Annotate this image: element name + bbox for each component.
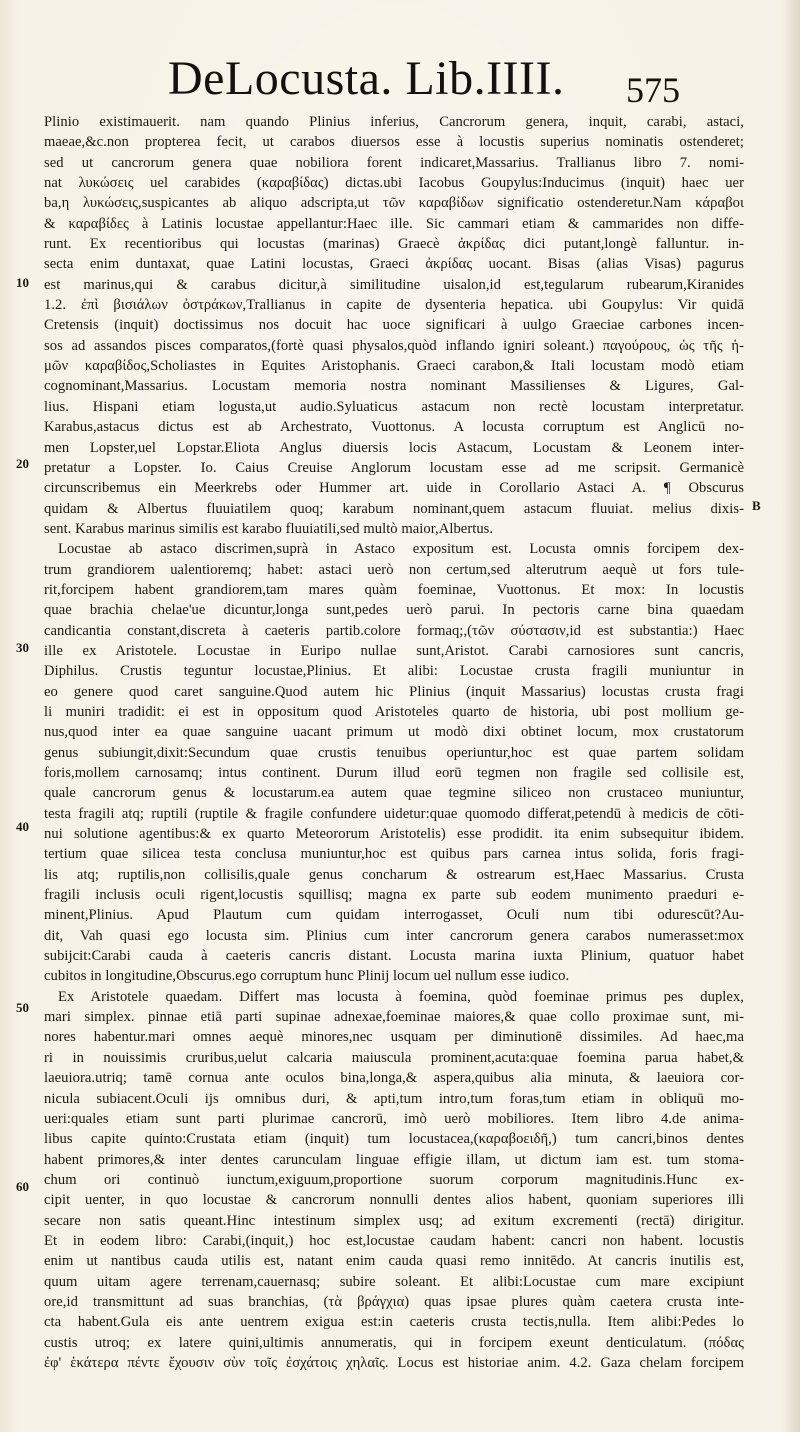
text-line: Ex Aristotele quaedam. Differt mas locusta à foemina, quòd foeminae primus pes duplex, (58, 988, 744, 1005)
text-line: lis atq; ruptilis,non collisilis,quale genus concharum & ostrearum est,Haec Massarius. Crusta (44, 866, 744, 883)
page-edge-shadow (782, 0, 800, 1432)
text-line: Et in eodem libro: Carabi,(inquit,) hoc est,locustae caudam habent: cancri non habent. locustis (44, 1232, 744, 1249)
text-line: ba,η λυκώσεις,suspicantes ab aliquo adscripta,ut τῶν καραβίδων significatio ostenderetur.Nam κάραβοι (44, 195, 744, 212)
text-line: μῶν καραβίδος,Scholiastes in Equites Aristophanis. Graeci carabon,& Itali locustam modò etiam (44, 358, 744, 375)
text-line: Diphilus. Crustis teguntur locustae,Plinius. Et alibi: Locustae crusta fragili muniuntur in (44, 663, 744, 680)
text-line: nui solutione agentibus:& ex quarto Meteororum Aristotelis) esse prodidit. ita enim subsequitur ibidem. (44, 826, 744, 843)
text-line: quae brachia chelae'ue dicuntur,longa sunt,pedes uerò parui. In pectoris carne bina quaedam (44, 602, 744, 619)
text-line: fragili inclusis oculi rigent,locustis squillisq; magna ex parte sub eodem munimento praeduri e- (44, 887, 744, 904)
text-line: sent. Karabus marinus similis est karabo fluuiatili,sed multò maior,Albertus. (44, 520, 494, 537)
margin-line-number: 50 (16, 1000, 29, 1015)
text-line: cognominant,Massarius. Locustam memoria nostra nominant Massilienses & Ligures, Gal- (44, 378, 744, 395)
text-line: nores habentur.mari omnes aequè minores,nec usquam per diminutionē dissimiles. Ad haec,ma (44, 1029, 744, 1046)
page-number: 575 (626, 70, 680, 110)
text-line: candicantia constant,discreta à caeteris partib.colore formaq;,(τῶν σύστασιν,id est substantia:) Haec (44, 622, 744, 639)
text-line: quidam & Albertus fluuiatilem quoq; karabum nominant,quem astacum fluuiat. melius dixis- (44, 500, 744, 517)
text-line: mari simplex. pinnae etiā parti supinae adnexae,foeminae maiores,& quae collo proximae sunt, mi- (44, 1009, 744, 1026)
text-line: est marinus,qui & carabus dicitur,à similitudine uisalon,id est,tegularum rubearum,Kiranides (44, 276, 744, 293)
text-line: rit,forcipem habent grandiorem,tam mares quàm foeminae, Vuottonus. Et mox: In locustis (44, 581, 744, 598)
text-line: dit, Vah quasi ego locusta sim. Plinius cum inter cancrorum genera carabos numerasset:mox (44, 927, 744, 944)
text-line: Karabus,astacus dictus est ab Archestrato, Vuottonus. A locusta corruptum est Anglicū no- (44, 419, 744, 436)
text-line: nicula subiacent.Oculi ijs omnibus duri, & apti,tum intro,tum foras,tum etiam in obliquū mo- (44, 1090, 744, 1107)
text-line: habent primores,& inter dentes carunculam linguae effigie illam, ut dictum iam est. tum stoma- (44, 1151, 744, 1168)
text-line: cta habent.Gula eis ante uentrem exigua est:in caeteris crusta tectis,nulla. Item alibi:Pedes lo (44, 1314, 744, 1331)
text-line: maeae,&c.non propterea fecit, ut carabos diuersos esse à locustis superius nominatis ostenderet; (44, 134, 744, 151)
text-line: sos ad assandos pisces comparatos,(fortè quasi physalos,quòd inflando igniri soleant.) παγούρους, ὡς τῆς ἡ- (44, 337, 744, 354)
text-line: 1.2. ἐπὶ βισιάλων ὀστράκων,Trallianus in capite de dysenteria hepatica. ubi Goupylus: Vir quidā (44, 297, 744, 314)
text-line: nat λυκώσεις uel carabides (καραβίδας) dictas.ubi Iacobus Goupylus:Inducimus (inquit) haec uer (44, 175, 744, 192)
text-line: testa fragili atq; ruptili (ruptile & fragile confundere uidetur:quae quomodo differat,petendū à medicis de cōti- (44, 805, 744, 822)
margin-line-number: 30 (16, 640, 29, 655)
running-title: DeLocusta. Lib.IIII. (168, 52, 565, 105)
text-line: enim ut nantibus cauda utilis est, natant enim cauda quasi remo innitēdo. At cancris inutilis est, (44, 1253, 744, 1270)
text-line: runt. Ex recentioribus qui locustas (marinas) Graecè ἀκρίδας dici putant,longè falluntur. in- (44, 236, 744, 253)
text-line: pretatur a Lopster. Io. Caius Creuise Anglorum locustam esse ad me scripsit. Germanicè (44, 459, 744, 476)
text-line: eo genere quod caret sanguine.Quod autem hic Plinius (inquit Massarius) locustas crusta fragi (44, 683, 744, 700)
text-line: laeuiora.utriq; tamē cornua ante oculos bina,longa,& aspera,quibus alia minuta, & laeuiora cor- (44, 1070, 744, 1087)
text-line: ἐφ' ἑκάτερα πέντε ἔχουσιν σὺν τοῖς ἐσχάτοις χηλαῖς. Locus est historiae anim. 4.2. Gaza chelam forcipem (44, 1354, 744, 1371)
margin-section-letter: B (752, 498, 761, 513)
text-line: quale cancrorum genus & locustarum.ea autem quae tegmine siliceo non crustaceo muniuntur, (44, 785, 744, 802)
text-line: cipit uenter, in quo locustae & cancrorum nonnulli dentes alios habent, quoniam superiores illi (44, 1192, 744, 1209)
text-line: ueri:quales etiam sunt parti plurimae cancrorū, imò uerò mobiliores. Item libro 4.de anima- (44, 1110, 744, 1127)
margin-line-number: 10 (16, 275, 29, 290)
text-line: tertium quae silicea testa conclusa muniuntur,hoc est quibus pars carnea intus solida, foris fragi- (44, 846, 744, 863)
text-line: genus subiungit,dixit:Secundum quae crustis tenuibus operiuntur,hoc est quae partem solidam (44, 744, 744, 761)
text-line: secta enim duntaxat, quae Latini locustas, Graeci ἀκρίδας uocant. Bisas (alias Visas) pagurus (44, 256, 744, 273)
text-line: foris,mollem carnosamq; intus continent. Durum illud eorū tegmen non fragile sed collisile est, (44, 765, 744, 781)
margin-line-number: 60 (16, 1179, 29, 1194)
text-line: ille ex Aristotele. Locustae in Euripo nullae sunt,Aristot. Carabi carnosiores sunt cancris, (44, 642, 744, 659)
text-line: quum uitam agere terrenam,cauernasq; subire soleant. Et alibi:Locustae cum mare excipiunt (44, 1273, 744, 1290)
text-line: Plinio existimauerit. nam quando Plinius inferius, Cancrorum genera, inquit, carabi, astaci, (44, 114, 744, 130)
margin-line-number: 20 (16, 456, 29, 471)
body-text (44, 112, 744, 1373)
text-line: circunscribemus ein Meerkrebs oder Hummer art. uide in Corollario Astaci A. ¶ Obscurus (44, 480, 744, 497)
text-line: Locustae ab astaco discrimen,suprà in Astaco expositum est. Locusta omnis forcipem dex- (58, 541, 744, 558)
text-line: lius. Hispani etiam logusta,ut audio.Syluaticus astacum non rectè locustam interpretatur. (44, 398, 744, 415)
text-line: custis utroq; ex latere quini,ultimis annumeratis, qui in forcipem exeunt denticulatum. (πόδας (44, 1334, 744, 1351)
text-line: sed ut cancrorum genera quae nobiliora forent indicaret,Massarius. Trallianus libro 7. nomi- (44, 154, 744, 171)
text-line: libus capite quinto:Crustata etiam (inquit) tum locustacea,(καραβοειδῆ,) tum cancri,binos dentes (44, 1131, 744, 1148)
text-line: cubitos in longitudine,Obscurus.ego corruptum hunc Plinij locum uel nullum esse iudico. (44, 968, 570, 985)
text-line: subijcit:Carabi cauda à caeteris cancris distant. Locusta marina iuxta Plinium, quatuor habet (44, 948, 744, 965)
text-line: & καραβίδες à Latinis locustae appellantur:Haec ille. Sic cammari etiam & cammarides non diffe- (44, 215, 744, 232)
text-line: minent,Plinius. Apud Plautum cum quidam interrogasset, Oculi num tibi odurescūt?Au- (44, 907, 744, 924)
text-line: Cretensis (inquit) doctissimus nos docuit hac uoce significari à uulgo Graeciae carbones incen- (44, 317, 744, 334)
text-line: ore,id transmittunt ad suas branchias, (τὰ βράγχια) quas ipsae plures quàm caetera crusta inte- (44, 1293, 744, 1310)
page-header (0, 50, 800, 116)
text-line: trum grandiorem ualentioremq; habet: astaci uerò non certum,sed alterutrum aequè ut fors tule- (44, 561, 744, 578)
margin-line-number: 40 (16, 819, 29, 834)
text-line: li muniri tradidit: ei est in oppositum quod Aristoteles quarto de historia, ubi post mollium ge- (44, 703, 744, 720)
text-line: nus,quod inter ea quae sanguine uacant primum ut modò dixi obtinet locum, mox crustatorum (44, 724, 744, 741)
text-line: secare non satis queant.Hinc intestinum simplex usq; ad exitum excrementi (rectā) dirigitur. (44, 1212, 744, 1229)
text-line: ri in nouissimis cruribus,uelut calcaria maiuscula prominent,acuta:quae foemina parua habet,& (44, 1049, 744, 1066)
text-line: men Lopster,uel Lopstar.Eliota Anglus diuersis locis Astacum, Locustam & Leonem inter- (44, 439, 744, 456)
text-line: chum ori continuò iunctum,exiguum,proportione suorum corporum magnitudinis.Hunc ex- (44, 1171, 744, 1188)
